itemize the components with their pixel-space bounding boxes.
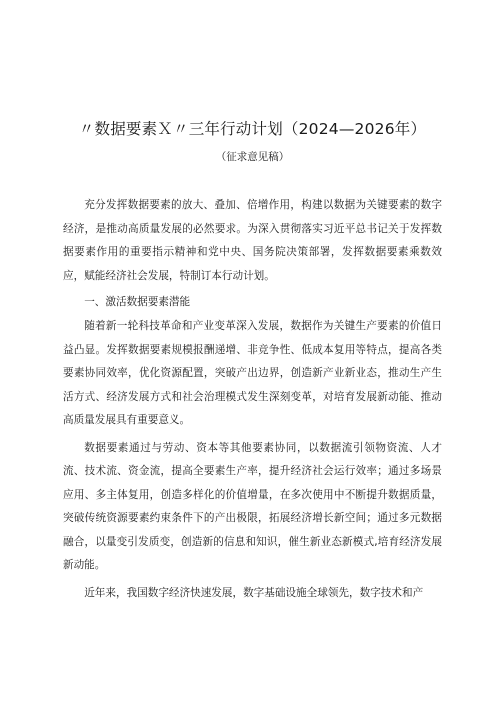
paragraph-intro: 充分发挥数据要素的放大、叠加、倍增作用，构建以数据为关键要素的数字经济，是推动高质量发展的必然要求。为深入贯彻落实习近平总书记关于发挥数据要素作用的重要指示精神和党中央、国务院决策部署，发挥数据要素乘数效应，赋能经济社会发展，特制订本行动计划。 (63, 199, 442, 282)
section-heading-1: 一、激活数据要素潜能 (84, 296, 191, 308)
document-title: 〃数据要素Ｘ〃三年行动计划（2024—2026年） (78, 120, 427, 138)
document-subtitle: （征求意见稿） (215, 151, 290, 163)
paragraph-value: 随着新一轮科技革命和产业变革深入发展，数据作为关键生产要素的价值日益凸显。发挥数据要素规模报酬递增、非竞争性、低成本复用等特点，提高各类要素协同效率，优化资源配置，突破产出边界，创造新产业新业态，推动生产生活方式、经济发展方式和社会治理模式发生深刻变革，对培育发展新动能、推动高质量发展具有重要意义。 (63, 320, 442, 426)
paragraph-synergy: 数据要素通过与劳动、资本等其他要素协同，以数据流引领物资流、人才流、技术流、资金流，提高全要素生产率，提升经济社会运行效率；通过多场景应用、多主体复用，创造多样化的价值增量，在多次使用中不断提升数据质量，突破传统资源要素约束条件下的产出极限，拓展经济增长新空间；通过多元数据融合，以量变引发质变，创造新的信息和知识，催生新业态新模式,培育经济发展新动能。 (63, 441, 442, 571)
document-body (63, 194, 442, 605)
paragraph-recent-years: 近年来，我国数字经济快速发展，数字基础设施全球领先，数字技术和产 (84, 586, 424, 599)
